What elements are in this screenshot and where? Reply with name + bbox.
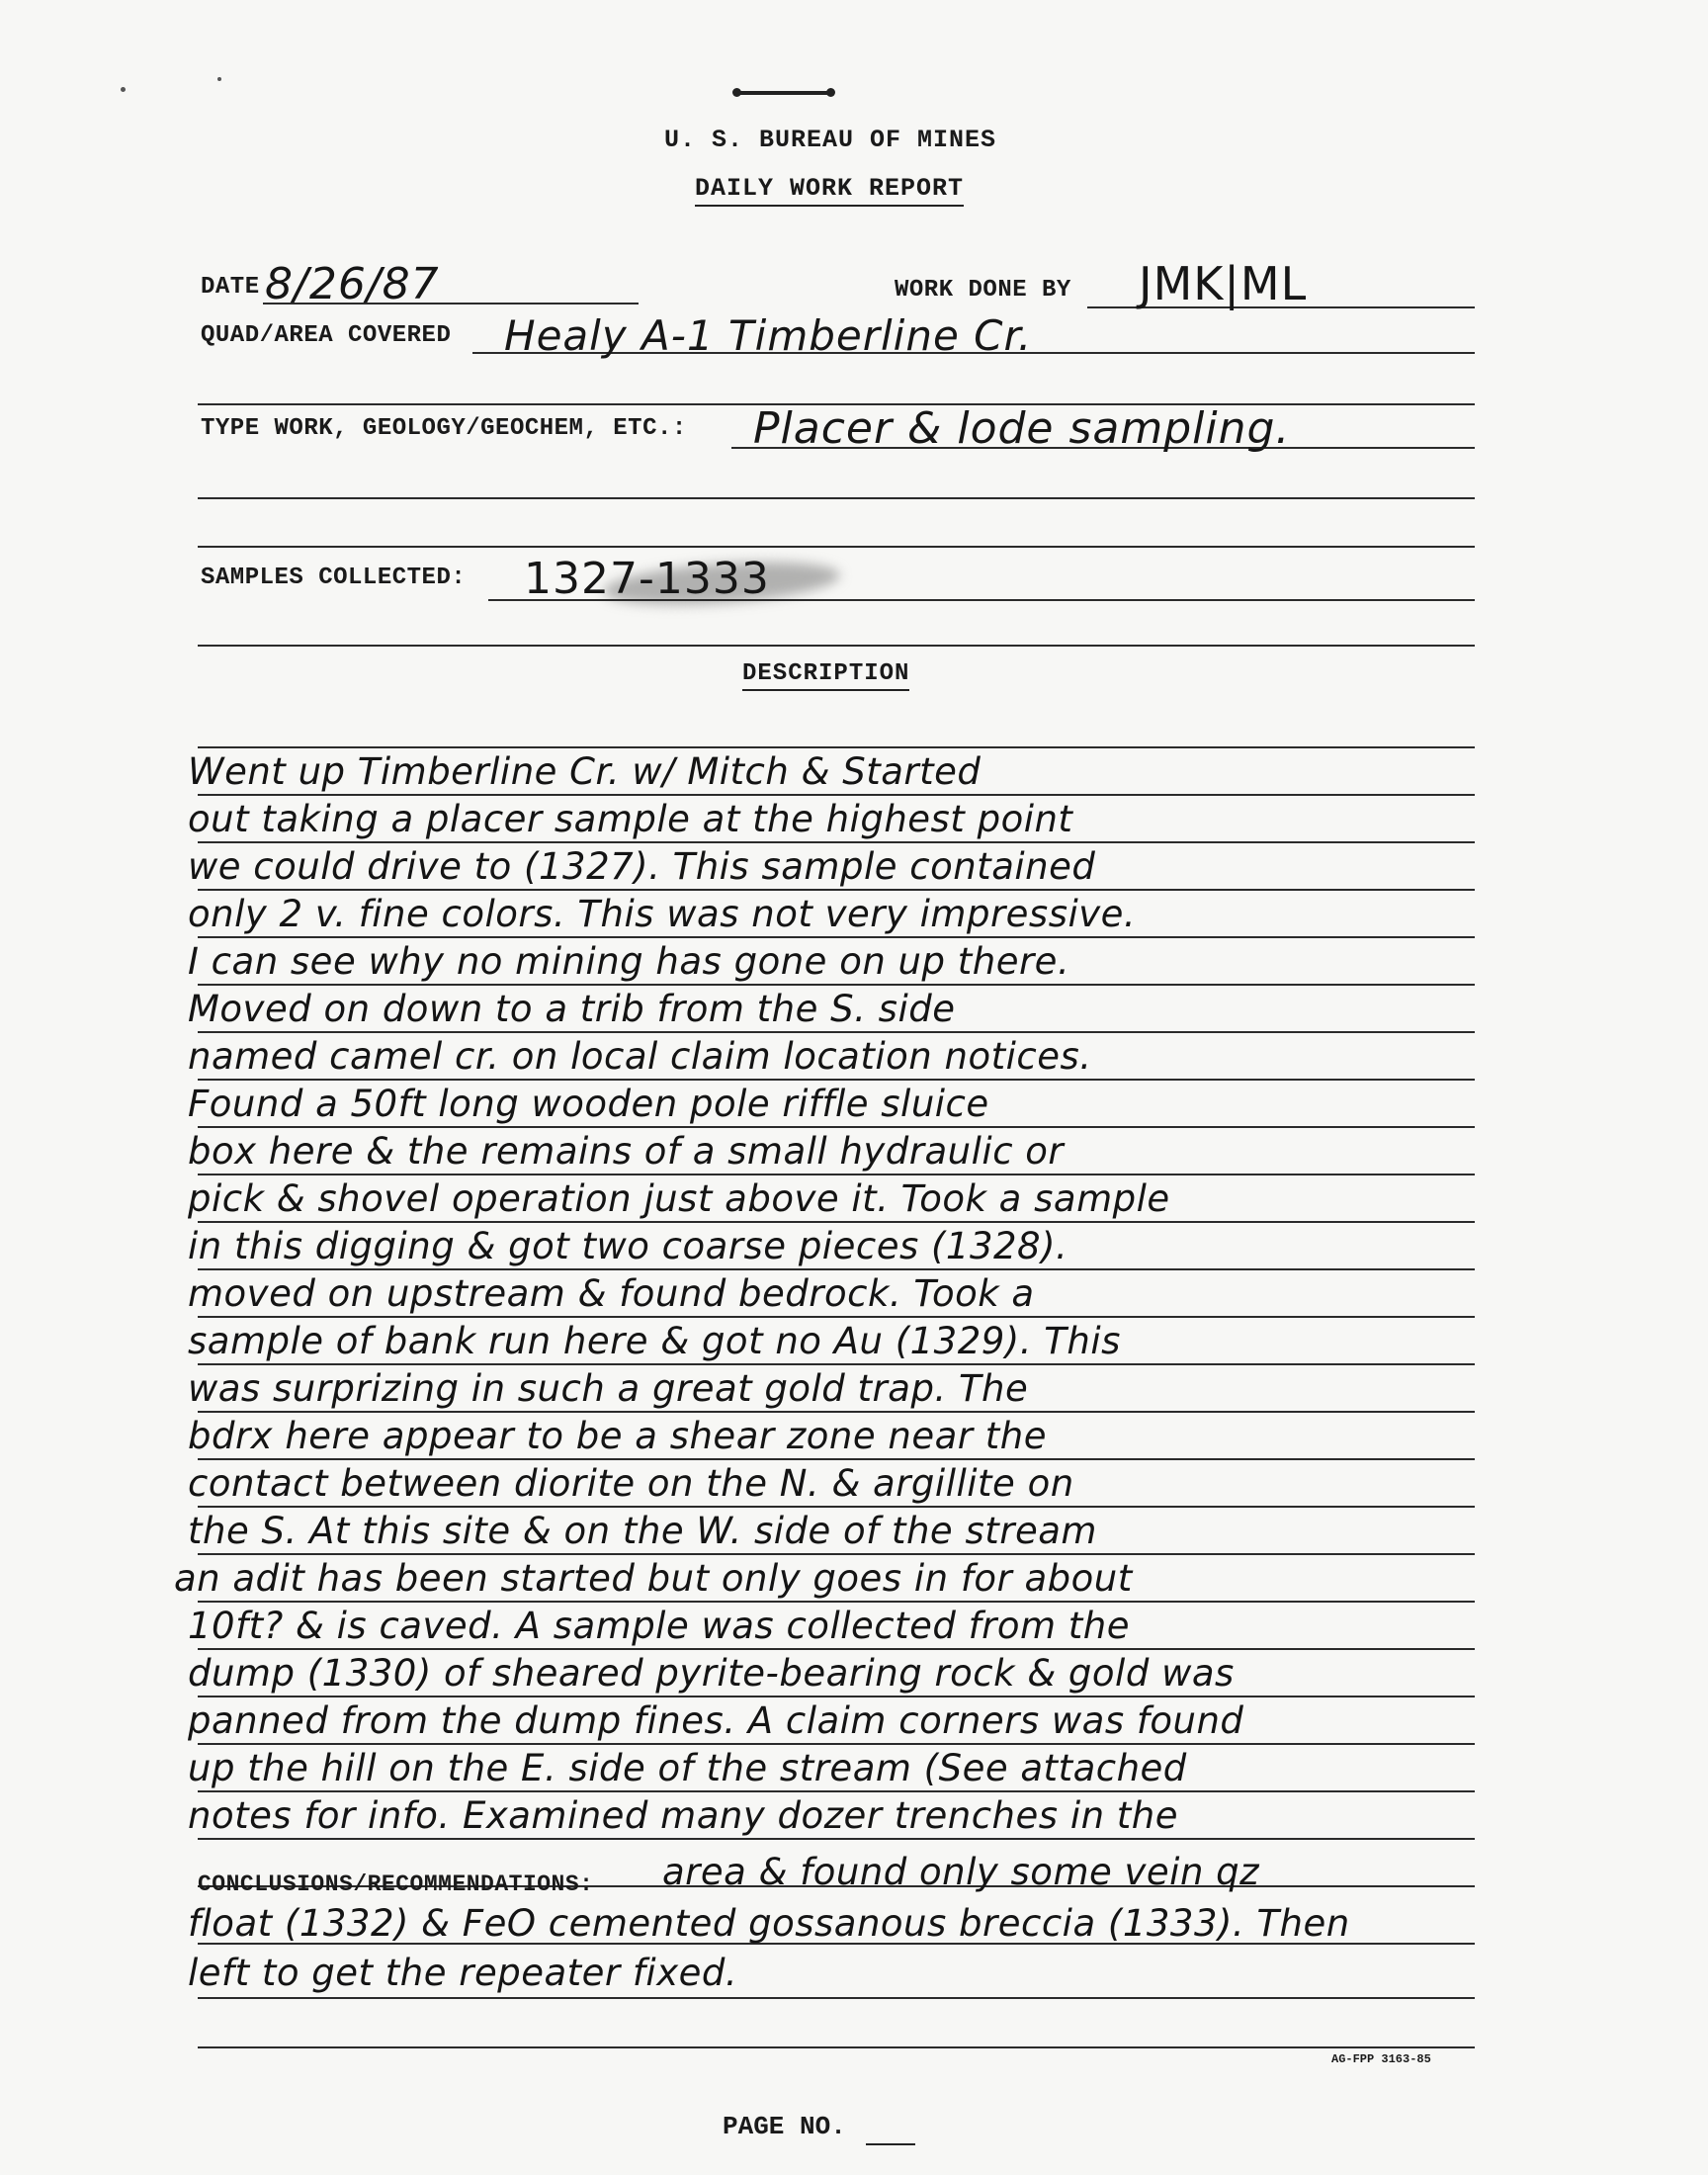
blank-rule: [198, 497, 1475, 499]
description-line: bdrx here appear to be a shear zone near the: [188, 1415, 1047, 1457]
agency-heading: U. S. BUREAU OF MINES: [664, 126, 997, 154]
type-work-label: TYPE WORK, GEOLOGY/GEOCHEM, ETC.:: [201, 415, 687, 442]
description-line: in this digging & got two coarse pieces (1328).: [188, 1225, 1068, 1267]
description-line: only 2 v. fine colors. This was not very impressive.: [188, 893, 1137, 935]
description-line: I can see why no mining has gone on up there.: [188, 940, 1070, 983]
description-line: box here & the remains of a small hydraulic or: [188, 1130, 1065, 1173]
description-line: contact between diorite on the N. & argillite on: [188, 1462, 1074, 1505]
report-title: DAILY WORK REPORT: [695, 174, 964, 207]
conclusions-line: left to get the repeater fixed.: [188, 1952, 738, 1994]
paper-speck: [121, 87, 126, 92]
binder-clip-mark: [736, 91, 831, 95]
description-line: named camel cr. on local claim location notices.: [188, 1035, 1092, 1078]
description-line: was surprizing in such a great gold trap. The: [188, 1367, 1029, 1410]
blank-rule: [198, 645, 1475, 647]
page-number-label: PAGE NO.: [723, 2112, 846, 2141]
description-heading: DESCRIPTION: [742, 660, 909, 691]
conclusions-line: float (1332) & FeO cemented gossanous breccia (1333). Then: [188, 1902, 1350, 1945]
quad-area-label: QUAD/AREA COVERED: [201, 322, 452, 349]
description-line: dump (1330) of sheared pyrite-bearing rock & gold was: [188, 1652, 1235, 1695]
conclusions-line: area & found only some vein qz: [662, 1851, 1260, 1893]
page-number-blank: [866, 2143, 915, 2145]
samples-label: SAMPLES COLLECTED:: [201, 565, 467, 591]
date-value: 8/26/87: [265, 259, 440, 309]
description-line: Moved on down to a trib from the S. side: [188, 988, 956, 1030]
quad-area-value: Healy A-1 Timberline Cr.: [504, 311, 1033, 360]
blank-rule: [198, 546, 1475, 548]
description-line: moved on upstream & found bedrock. Took a: [188, 1272, 1035, 1315]
paper-speck: [217, 77, 221, 81]
description-line: the S. At this site & on the W. side of the stream: [188, 1510, 1097, 1552]
work-done-by-value: JMK|ML: [1139, 257, 1308, 310]
description-line: panned from the dump fines. A claim corners was found: [188, 1699, 1244, 1742]
description-line: an adit has been started but only goes in for about: [174, 1557, 1133, 1600]
description-line: notes for info. Examined many dozer trenches in the: [188, 1794, 1179, 1837]
description-line: 10ft? & is caved. A sample was collected from the: [188, 1605, 1131, 1647]
description-line: out taking a placer sample at the highest point: [188, 798, 1073, 840]
work-done-by-label: WORK DONE BY: [895, 277, 1071, 304]
description-line: Found a 50ft long wooden pole riffle sluice: [188, 1083, 989, 1125]
date-label: DATE: [201, 274, 260, 301]
form-number: AG-FPP 3163-85: [1331, 2052, 1431, 2066]
samples-value: 1327-1333: [524, 554, 770, 604]
conclusions-label: CONCLUSIONS/RECOMMENDATIONS:: [198, 1871, 594, 1897]
type-work-value: Placer & lode sampling.: [753, 403, 1291, 454]
description-line: sample of bank run here & got no Au (1329). This: [188, 1320, 1121, 1362]
description-line: pick & shovel operation just above it. Took a sample: [188, 1177, 1170, 1220]
description-line: up the hill on the E. side of the stream (See attached: [188, 1747, 1187, 1789]
description-line: we could drive to (1327). This sample contained: [188, 845, 1096, 888]
description-line: Went up Timberline Cr. w/ Mitch & Started: [188, 750, 982, 793]
